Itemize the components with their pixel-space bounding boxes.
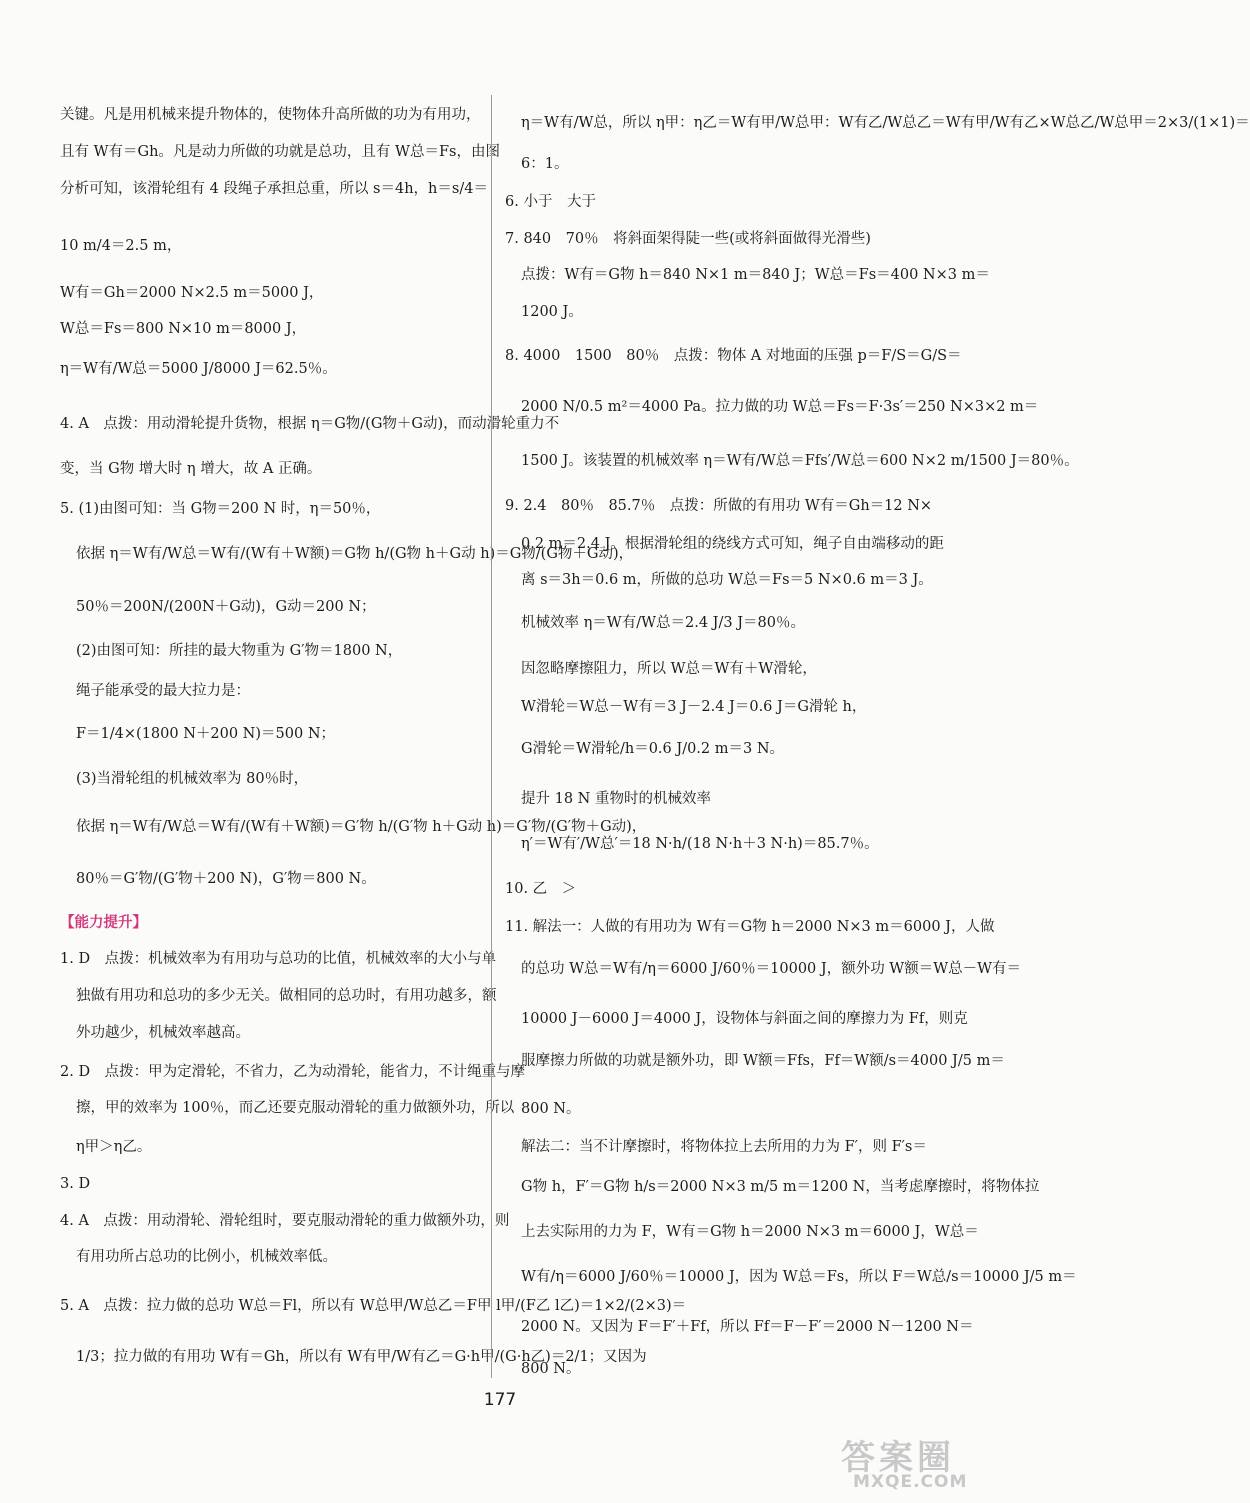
text-line: G滑轮＝W滑轮/h＝0.6 J/0.2 m＝3 N。: [521, 741, 785, 757]
text-line: η＝W有/W总＝5000 J/8000 J＝62.5％。: [60, 361, 337, 377]
text-line: η＝W有/W总，所以 η甲：η乙＝W有甲/W总甲：W有乙/W总乙＝W有甲/W有乙×W总乙/W总甲＝2×3/(1×1)＝: [521, 115, 1250, 131]
text-line: 6：1。: [521, 156, 569, 172]
text-line: 10. 乙 ＞: [505, 881, 577, 897]
text-line: 4. A 点拨：用动滑轮、滑轮组时，要克服动滑轮的重力做额外功，则: [60, 1213, 510, 1229]
text-line: W总＝Fs＝800 N×10 m＝8000 J，: [60, 321, 307, 337]
text-line: 80％＝G′物/(G′物＋200 N)，G′物＝800 N。: [76, 871, 376, 887]
text-line: 独做有用功和总功的多少无关。做相同的总功时，有用功越多，额: [76, 988, 497, 1004]
text-line: 4. A 点拨：用动滑轮提升货物，根据 η＝G物/(G物＋G动)，而动滑轮重力不: [60, 416, 560, 432]
text-line: (3)当滑轮组的机械效率为 80％时，: [76, 771, 309, 787]
text-line: (2)由图可知：所挂的最大物重为 G′物＝1800 N，: [76, 643, 403, 659]
text-line: 外功越少，机械效率越高。: [76, 1025, 250, 1041]
text-line: W有/η＝6000 J/60％＝10000 J，因为 W总＝Fs，所以 F＝W总/s＝10000 J/5 m＝: [521, 1269, 1077, 1285]
text-line: 1. D 点拨：机械效率为有用功与总功的比值，机械效率的大小与单: [60, 951, 497, 967]
text-line: 50％＝200N/(200N＋G动)，G动＝200 N；: [76, 599, 376, 615]
text-line: 10 m/4＝2.5 m，: [60, 238, 182, 254]
column-divider: [491, 95, 492, 1378]
watermark-url: MXQE.COM: [853, 1472, 968, 1492]
text-line: 800 N。: [521, 1101, 581, 1117]
text-line: 11. 解法一：人做的有用功为 W有＝G物 h＝2000 N×3 m＝6000 J，人做: [505, 919, 995, 935]
text-line: η′＝W有′/W总′＝18 N·h/(18 N·h＋3 N·h)＝85.7％。: [521, 836, 879, 852]
watermark-logo: [835, 1430, 985, 1495]
text-line: 依据 η＝W有/W总＝W有/(W有＋W额)＝G物 h/(G物 h＋G动 h)＝G物/(G物＋G动)，: [76, 546, 634, 562]
text-line: 2000 N/0.5 m²＝4000 Pa。拉力做的功 W总＝Fs＝F·3s′＝250 N×3×2 m＝: [521, 399, 1039, 415]
text-line: 1200 J。: [521, 304, 583, 320]
text-line: 有用功所占总功的比例小，机械效率低。: [76, 1249, 337, 1265]
text-line: 5. A 点拨：拉力做的总功 W总＝Fl，所以有 W总甲/W总乙＝F甲 l甲/(F乙 l乙)＝1×2/(2×3)＝: [60, 1298, 687, 1314]
text-line: 9. 2.4 80％ 85.7％ 点拨：所做的有用功 W有＝Gh＝12 N×: [505, 498, 933, 514]
text-line: 800 N。: [521, 1361, 581, 1377]
text-line: F＝1/4×(1800 N＋200 N)＝500 N；: [76, 726, 336, 742]
text-line: W滑轮＝W总－W有＝3 J－2.4 J＝0.6 J＝G滑轮 h，: [521, 699, 867, 715]
text-line: 上去实际用的力为 F，W有＝G物 h＝2000 N×3 m＝6000 J，W总＝: [521, 1224, 979, 1240]
text-line: 依据 η＝W有/W总＝W有/(W有＋W额)＝G′物 h/(G′物 h＋G动 h)＝G′物/(G′物＋G动)，: [76, 819, 647, 835]
text-line: 因忽略摩擦阻力，所以 W总＝W有＋W滑轮，: [521, 661, 817, 677]
text-line: 2. D 点拨：甲为定滑轮，不省力，乙为动滑轮，能省力，不计绳重与摩: [60, 1064, 526, 1080]
text-line: 1500 J。该装置的机械效率 η＝W有/W总＝Ffs′/W总＝600 N×2 m/1500 J＝80％。: [521, 453, 1079, 469]
text-line: 1/3；拉力做的有用功 W有＝Gh，所以有 W有甲/W有乙＝G·h甲/(G·h乙)＝2/1；又因为: [76, 1349, 647, 1365]
text-line: 点拨：W有＝G物 h＝840 N×1 m＝840 J；W总＝Fs＝400 N×3 m＝: [521, 267, 990, 283]
text-line: 6. 小于 大于: [505, 194, 596, 210]
text-line: η甲＞η乙。: [76, 1139, 152, 1155]
text-line: W有＝Gh＝2000 N×2.5 m＝5000 J，: [60, 285, 324, 301]
text-line: 2000 N。又因为 F＝F′＋Ff，所以 Ff＝F－F′＝2000 N－1200 N＝: [521, 1319, 974, 1335]
text-line: 擦，甲的效率为 100％，而乙还要克服动滑轮的重力做额外功，所以: [76, 1100, 515, 1116]
text-line: 0.2 m＝2.4 J。根据滑轮组的绕线方式可知，绳子自由端移动的距: [521, 536, 944, 552]
section-heading: 【能力提升】: [60, 914, 147, 931]
text-line: 的总功 W总＝W有/η＝6000 J/60％＝10000 J，额外功 W额＝W总－W有＝: [521, 961, 1022, 977]
text-line: 服摩擦力所做的功就是额外功，即 W额＝Ffs，Ff＝W额/s＝4000 J/5 m＝: [521, 1053, 1005, 1069]
text-line: 3. D: [60, 1176, 91, 1192]
page-number: 177: [483, 1390, 517, 1410]
text-line: 提升 18 N 重物时的机械效率: [521, 791, 711, 807]
text-line: 5. (1)由图可知：当 G物＝200 N 时，η＝50％，: [60, 501, 381, 517]
text-line: 分析可知，该滑轮组有 4 段绳子承担总重，所以 s＝4h，h＝s/4＝: [60, 181, 488, 197]
text-line: 机械效率 η＝W有/W总＝2.4 J/3 J＝80％。: [521, 615, 805, 631]
text-line: 离 s＝3h＝0.6 m，所做的总功 W总＝Fs＝5 N×0.6 m＝3 J。: [521, 572, 933, 588]
text-line: 且有 W有＝Gh。凡是动力所做的功就是总功，且有 W总＝Fs，由图: [60, 144, 500, 160]
text-line: 变，当 G物 增大时 η 增大，故 A 正确。: [60, 461, 322, 477]
text-line: 7. 840 70％ 将斜面架得陡一些(或将斜面做得光滑些): [505, 231, 871, 247]
watermark-text: 答案圈: [841, 1438, 955, 1478]
text-line: 8. 4000 1500 80％ 点拨：物体 A 对地面的压强 p＝F/S＝G/S＝: [505, 348, 962, 364]
text-line: 解法二：当不计摩擦时，将物体拉上去所用的力为 F′，则 F′s＝: [521, 1139, 927, 1155]
text-line: 10000 J－6000 J＝4000 J，设物体与斜面之间的摩擦力为 Ff，则克: [521, 1011, 968, 1027]
text-line: 关键。凡是用机械来提升物体的，使物体升高所做的功为有用功，: [60, 107, 481, 123]
text-line: G物 h，F′＝G物 h/s＝2000 N×3 m/5 m＝1200 N，当考虑摩擦时，将物体拉: [521, 1179, 1040, 1195]
text-line: 绳子能承受的最大拉力是：: [76, 683, 250, 699]
